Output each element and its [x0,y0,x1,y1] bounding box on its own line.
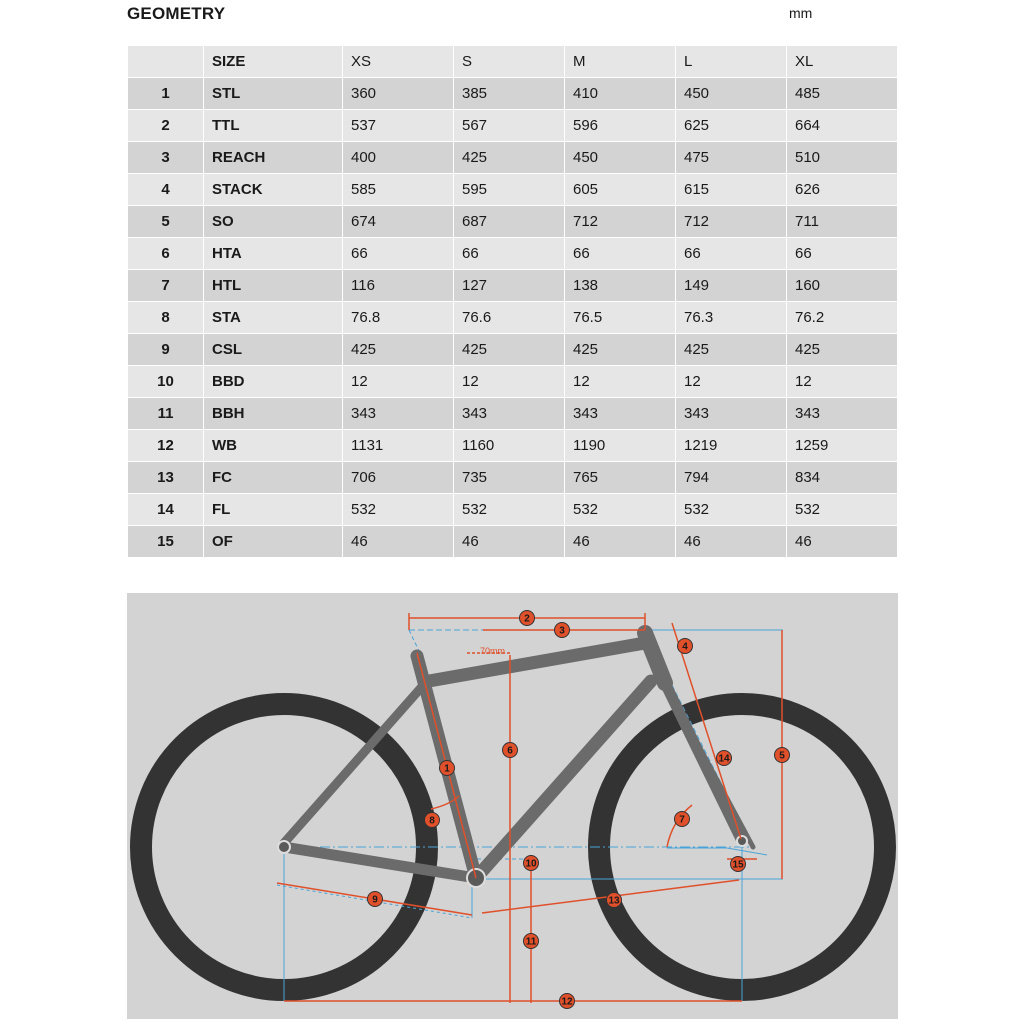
bike-geometry-diagram [127,593,898,1019]
row-key: HTL [204,270,343,302]
row-value: 46 [565,526,676,558]
bike-geometry-svg [127,593,898,1019]
row-value: 138 [565,270,676,302]
geometry-table [127,45,898,558]
row-value: 66 [676,238,787,270]
row-value: 343 [676,398,787,430]
row-value: 532 [565,494,676,526]
row-value: 532 [676,494,787,526]
row-value: 76.6 [454,302,565,334]
row-value: 400 [343,142,454,174]
row-key: SO [204,206,343,238]
row-value: 76.8 [343,302,454,334]
dimension-marker-label: 5 [779,750,785,762]
chain-stay [284,847,476,878]
row-value: 425 [787,334,898,366]
row-value: 1259 [787,430,898,462]
dimension-marker-label: 15 [732,859,744,871]
row-value: 66 [343,238,454,270]
row-value: 596 [565,110,676,142]
header-size-label: SIZE [204,46,343,78]
row-key: FC [204,462,343,494]
row-value: 343 [343,398,454,430]
row-value: 385 [454,78,565,110]
row-value: 76.3 [676,302,787,334]
row-key: CSL [204,334,343,366]
table-row [128,494,898,526]
table-row [128,462,898,494]
row-number: 10 [128,366,204,398]
row-value: 46 [676,526,787,558]
table-row [128,110,898,142]
row-value: 343 [565,398,676,430]
row-number: 3 [128,142,204,174]
row-key: STA [204,302,343,334]
row-number: 11 [128,398,204,430]
dimension-marker [675,812,690,827]
dimension-marker-label: 6 [507,745,513,757]
row-value: 834 [787,462,898,494]
dimension-marker [731,857,746,872]
row-number: 13 [128,462,204,494]
row-value: 537 [343,110,454,142]
row-key: HTA [204,238,343,270]
row-key: TTL [204,110,343,142]
dimension-marker-label: 3 [559,625,565,637]
row-number: 1 [128,78,204,110]
row-value: 12 [676,366,787,398]
row-value: 625 [676,110,787,142]
table-row [128,238,898,270]
front-dropout [737,836,747,846]
row-number: 5 [128,206,204,238]
row-value: 735 [454,462,565,494]
row-number: 14 [128,494,204,526]
row-number: 7 [128,270,204,302]
page-title: GEOMETRY [127,4,226,23]
row-value: 410 [565,78,676,110]
row-value: 532 [787,494,898,526]
dimension-marker [520,611,535,626]
table-row [128,270,898,302]
row-value: 360 [343,78,454,110]
row-value: 12 [343,366,454,398]
dimension-marker [775,748,790,763]
row-number: 9 [128,334,204,366]
row-value: 76.2 [787,302,898,334]
dimension-marker [440,761,455,776]
row-value: 674 [343,206,454,238]
row-key: STACK [204,174,343,206]
row-value: 532 [343,494,454,526]
dimension-marker [555,623,570,638]
table-row [128,78,898,110]
top-tube [429,643,645,681]
row-value: 605 [565,174,676,206]
row-key: OF [204,526,343,558]
dimension-marker [368,892,383,907]
dimension-marker-label: 8 [429,815,435,827]
rear-dropout [278,841,290,853]
header-size-m: M [565,46,676,78]
header-size-l: L [676,46,787,78]
row-value: 66 [565,238,676,270]
dimension-marker [524,934,539,949]
dimension-marker [607,893,622,908]
row-key: WB [204,430,343,462]
row-value: 1131 [343,430,454,462]
row-value: 66 [454,238,565,270]
dimension-marker-label: 14 [718,753,730,765]
offset-label: 70mm [480,646,506,656]
row-value: 1219 [676,430,787,462]
row-value: 425 [565,334,676,366]
dimension-marker-label: 4 [682,641,688,653]
dimension-marker [524,856,539,871]
row-value: 615 [676,174,787,206]
row-number: 4 [128,174,204,206]
dimension-marker [425,813,440,828]
dimension-marker-label: 2 [524,613,530,625]
row-value: 127 [454,270,565,302]
row-value: 765 [565,462,676,494]
row-value: 66 [787,238,898,270]
dimension-marker-label: 13 [608,895,620,907]
row-value: 425 [676,334,787,366]
row-value: 485 [787,78,898,110]
row-number: 2 [128,110,204,142]
row-value: 712 [565,206,676,238]
row-value: 1190 [565,430,676,462]
row-value: 12 [787,366,898,398]
dimension-marker [503,743,518,758]
row-value: 711 [787,206,898,238]
dimension-marker-label: 7 [679,814,685,826]
table-row [128,334,898,366]
table-row [128,366,898,398]
row-value: 626 [787,174,898,206]
dimension-marker-label: 12 [561,996,573,1008]
frame [284,633,753,878]
row-value: 425 [454,334,565,366]
row-value: 712 [676,206,787,238]
dimension-marker [678,639,693,654]
row-value: 475 [676,142,787,174]
dimension-marker [717,751,732,766]
table-row [128,302,898,334]
row-value: 567 [454,110,565,142]
table-row [128,206,898,238]
row-value: 160 [787,270,898,302]
row-key: STL [204,78,343,110]
header-index-cell [128,46,204,78]
row-value: 450 [676,78,787,110]
row-number: 6 [128,238,204,270]
row-key: BBD [204,366,343,398]
row-key: FL [204,494,343,526]
row-value: 12 [454,366,565,398]
header-size-s: S [454,46,565,78]
table-header-row [128,46,898,78]
row-value: 585 [343,174,454,206]
dimension-marker-label: 9 [372,894,378,906]
row-number: 8 [128,302,204,334]
row-value: 46 [343,526,454,558]
unit-label: mm [789,5,813,21]
row-value: 687 [454,206,565,238]
dimension-marker-label: 1 [444,763,450,775]
header-size-xl: XL [787,46,898,78]
table-row [128,430,898,462]
row-value: 76.5 [565,302,676,334]
row-key: REACH [204,142,343,174]
row-value: 664 [787,110,898,142]
row-value: 116 [343,270,454,302]
row-value: 343 [787,398,898,430]
row-value: 46 [787,526,898,558]
row-value: 46 [454,526,565,558]
row-number: 12 [128,430,204,462]
row-value: 1160 [454,430,565,462]
row-key: BBH [204,398,343,430]
table-row [128,174,898,206]
row-value: 425 [343,334,454,366]
row-value: 450 [565,142,676,174]
table-row [128,398,898,430]
row-value: 425 [454,142,565,174]
row-value: 794 [676,462,787,494]
table-row [128,142,898,174]
row-value: 510 [787,142,898,174]
row-value: 532 [454,494,565,526]
row-value: 343 [454,398,565,430]
dimension-marker-label: 11 [525,936,537,948]
table-row [128,526,898,558]
dimension-marker [560,994,575,1009]
row-number: 15 [128,526,204,558]
row-value: 12 [565,366,676,398]
row-value: 706 [343,462,454,494]
row-value: 149 [676,270,787,302]
dimension-marker-label: 10 [525,858,537,870]
row-value: 595 [454,174,565,206]
header-size-xs: XS [343,46,454,78]
